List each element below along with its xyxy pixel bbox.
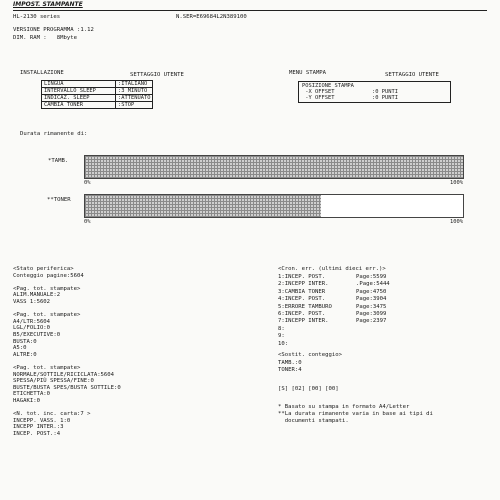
setting-label: -X OFFSET [302,89,335,95]
error-page: Page:3099 [356,310,387,317]
error-name: 3:CAMBIA TONER [278,288,326,295]
tamb-min-label: 0% [84,180,91,186]
error-page: Page:4750 [356,288,387,295]
page-title: IMPOST. STAMPANTE [13,1,83,8]
error-name: 8: [278,325,285,332]
error-page: Page:3475 [356,303,387,310]
table-row [42,95,153,102]
error-row [278,296,390,303]
stat-line: <N. tot. inc. carta:7 > [13,411,91,418]
setting-value: :0 PUNTI [372,95,398,101]
stat-line: B5/EXECUTIVE:0 [13,331,61,338]
footnote-3: documenti stampati. [278,418,349,424]
stat-line: SPESSA/PIÙ SPESSA/FINE:0 [13,378,94,385]
toner-life-fill [85,195,321,217]
setting-label: POSIZIONE STAMPA [302,83,354,89]
serial-number: N.SER=E69684L2N389100 [176,14,247,20]
tamb-max-label: 100% [450,180,463,186]
error-row [278,341,390,348]
error-page: Page:5599 [356,274,387,280]
stat-line: A5:0 [13,345,27,352]
error-name: 4:INCEP. POST. [278,296,326,303]
toner-label: **TONER [47,197,71,203]
stat-line: BUSTE/BUSTA SPES/BUSTA SOTTILE:0 [13,384,121,391]
errors-list [278,274,390,348]
footnote-1: * Basato su stampa in formato A4/Letter [278,404,410,410]
error-row [278,326,390,333]
table-row [302,95,447,101]
setting-label: INTERVALLO SLEEP [42,88,116,95]
toner-max-label: 100% [450,219,463,225]
stat-line: HAGAKI:0 [13,397,40,404]
table-row [42,88,153,95]
stat-line: <Pag. tot. stampate> [13,364,81,371]
error-row [278,311,390,318]
error-row [278,318,390,325]
setting-value: :ITALIANO [116,81,153,88]
stat-line: INCEPP. VASS. 1:0 [13,417,71,424]
stat-line: ETICHETTA:0 [13,391,51,398]
error-name: 6:INCEP. POST. [278,310,326,317]
toner-life-bar [84,194,464,218]
ram-size: DIM. RAM : 8Mbyte [13,35,77,41]
sostit-toner: TONER:4 [278,367,302,373]
setting-label: LINGUA [42,81,116,88]
setting-label: -Y OFFSET [302,95,335,101]
tamb-label: *TAMB. [48,158,69,164]
stat-line: ALTRE:0 [13,351,37,358]
setting-value: :0 PUNTI [372,89,398,95]
stat-line: A4/LTR:5604 [13,318,51,325]
setting-value: :ATTENUATO [116,95,153,102]
installazione-col-header: SETTAGGIO UTENTE [130,72,184,78]
error-page: Page:2397 [356,318,387,325]
firmware-version: VERSIONE PROGRAMMA :1.12 [13,27,94,33]
error-row [278,274,390,281]
menu-stampa-col-header: SETTAGGIO UTENTE [385,72,439,78]
status-codes: [S] [02] [00] [00] [278,386,339,392]
stat-line [13,306,121,313]
menu-stampa-heading: MENU STAMPA [289,70,327,76]
error-name: 7:INCEPP INTER. [278,318,329,325]
stat-line: LGL/FOLIO:0 [13,325,51,332]
menu-stampa-table [298,81,451,103]
model-name: HL-2130 series [13,14,61,20]
stat-line: <Pag. tot. stampate> [13,312,81,319]
tamb-life-bar [84,155,464,179]
stat-line: <Pag. tot. stampate> [13,285,81,292]
error-row [278,289,390,296]
stat-line: NORMALE/SOTTILE/RICICLATA:5604 [13,371,115,378]
durata-heading: Durata rimanente di: [20,131,88,137]
error-row [278,304,390,311]
left-stats-column [13,266,121,437]
stat-line: INCEPP INTER.:3 [13,424,64,431]
table-row [42,102,153,109]
error-name: 2:INCEPP INTER. [278,281,329,288]
stat-line [13,358,121,365]
stat-line: <Stato periferica> [13,266,74,272]
installazione-heading: INSTALLAZIONE [20,70,64,76]
setting-value: :STOP [116,102,153,109]
tamb-life-fill [85,156,463,178]
stat-line: INCEP. POST.:4 [13,430,61,437]
table-row [42,81,153,88]
title-rule [13,10,487,11]
setting-value: :3 MINUTO [116,88,153,95]
error-name: 5:ERRORE TAMBURO [278,303,332,310]
errors-heading: <Cron. err. (ultimi dieci err.)> [278,266,386,272]
footnote-2: **La durata rimanente varia in base ai tipi di [278,411,433,417]
stat-line: Conteggio pagine:5604 [13,272,84,279]
error-name: 1:INCEP. POST. [278,274,326,280]
error-page: Page:3904 [356,296,387,303]
error-row [278,333,390,340]
error-name: 10: [278,340,289,347]
error-row [278,281,390,288]
setting-label: INDICAZ. SLEEP [42,95,116,102]
setting-label: CAMBIA TONER [42,102,116,109]
error-page: .Page:5444 [356,281,390,288]
toner-min-label: 0% [84,219,91,225]
stat-line [13,404,121,411]
installazione-table [41,80,153,109]
stat-line: BUSTA:0 [13,338,37,345]
stat-line [13,279,121,286]
error-name: 9: [278,333,285,340]
stat-line: ALIM.MANUALE:2 [13,292,61,299]
sostit-heading: <Sostit. conteggio> [278,352,342,358]
sostit-tamb: TAMB.:0 [278,360,302,366]
stat-line: VASS 1:5602 [13,298,51,305]
